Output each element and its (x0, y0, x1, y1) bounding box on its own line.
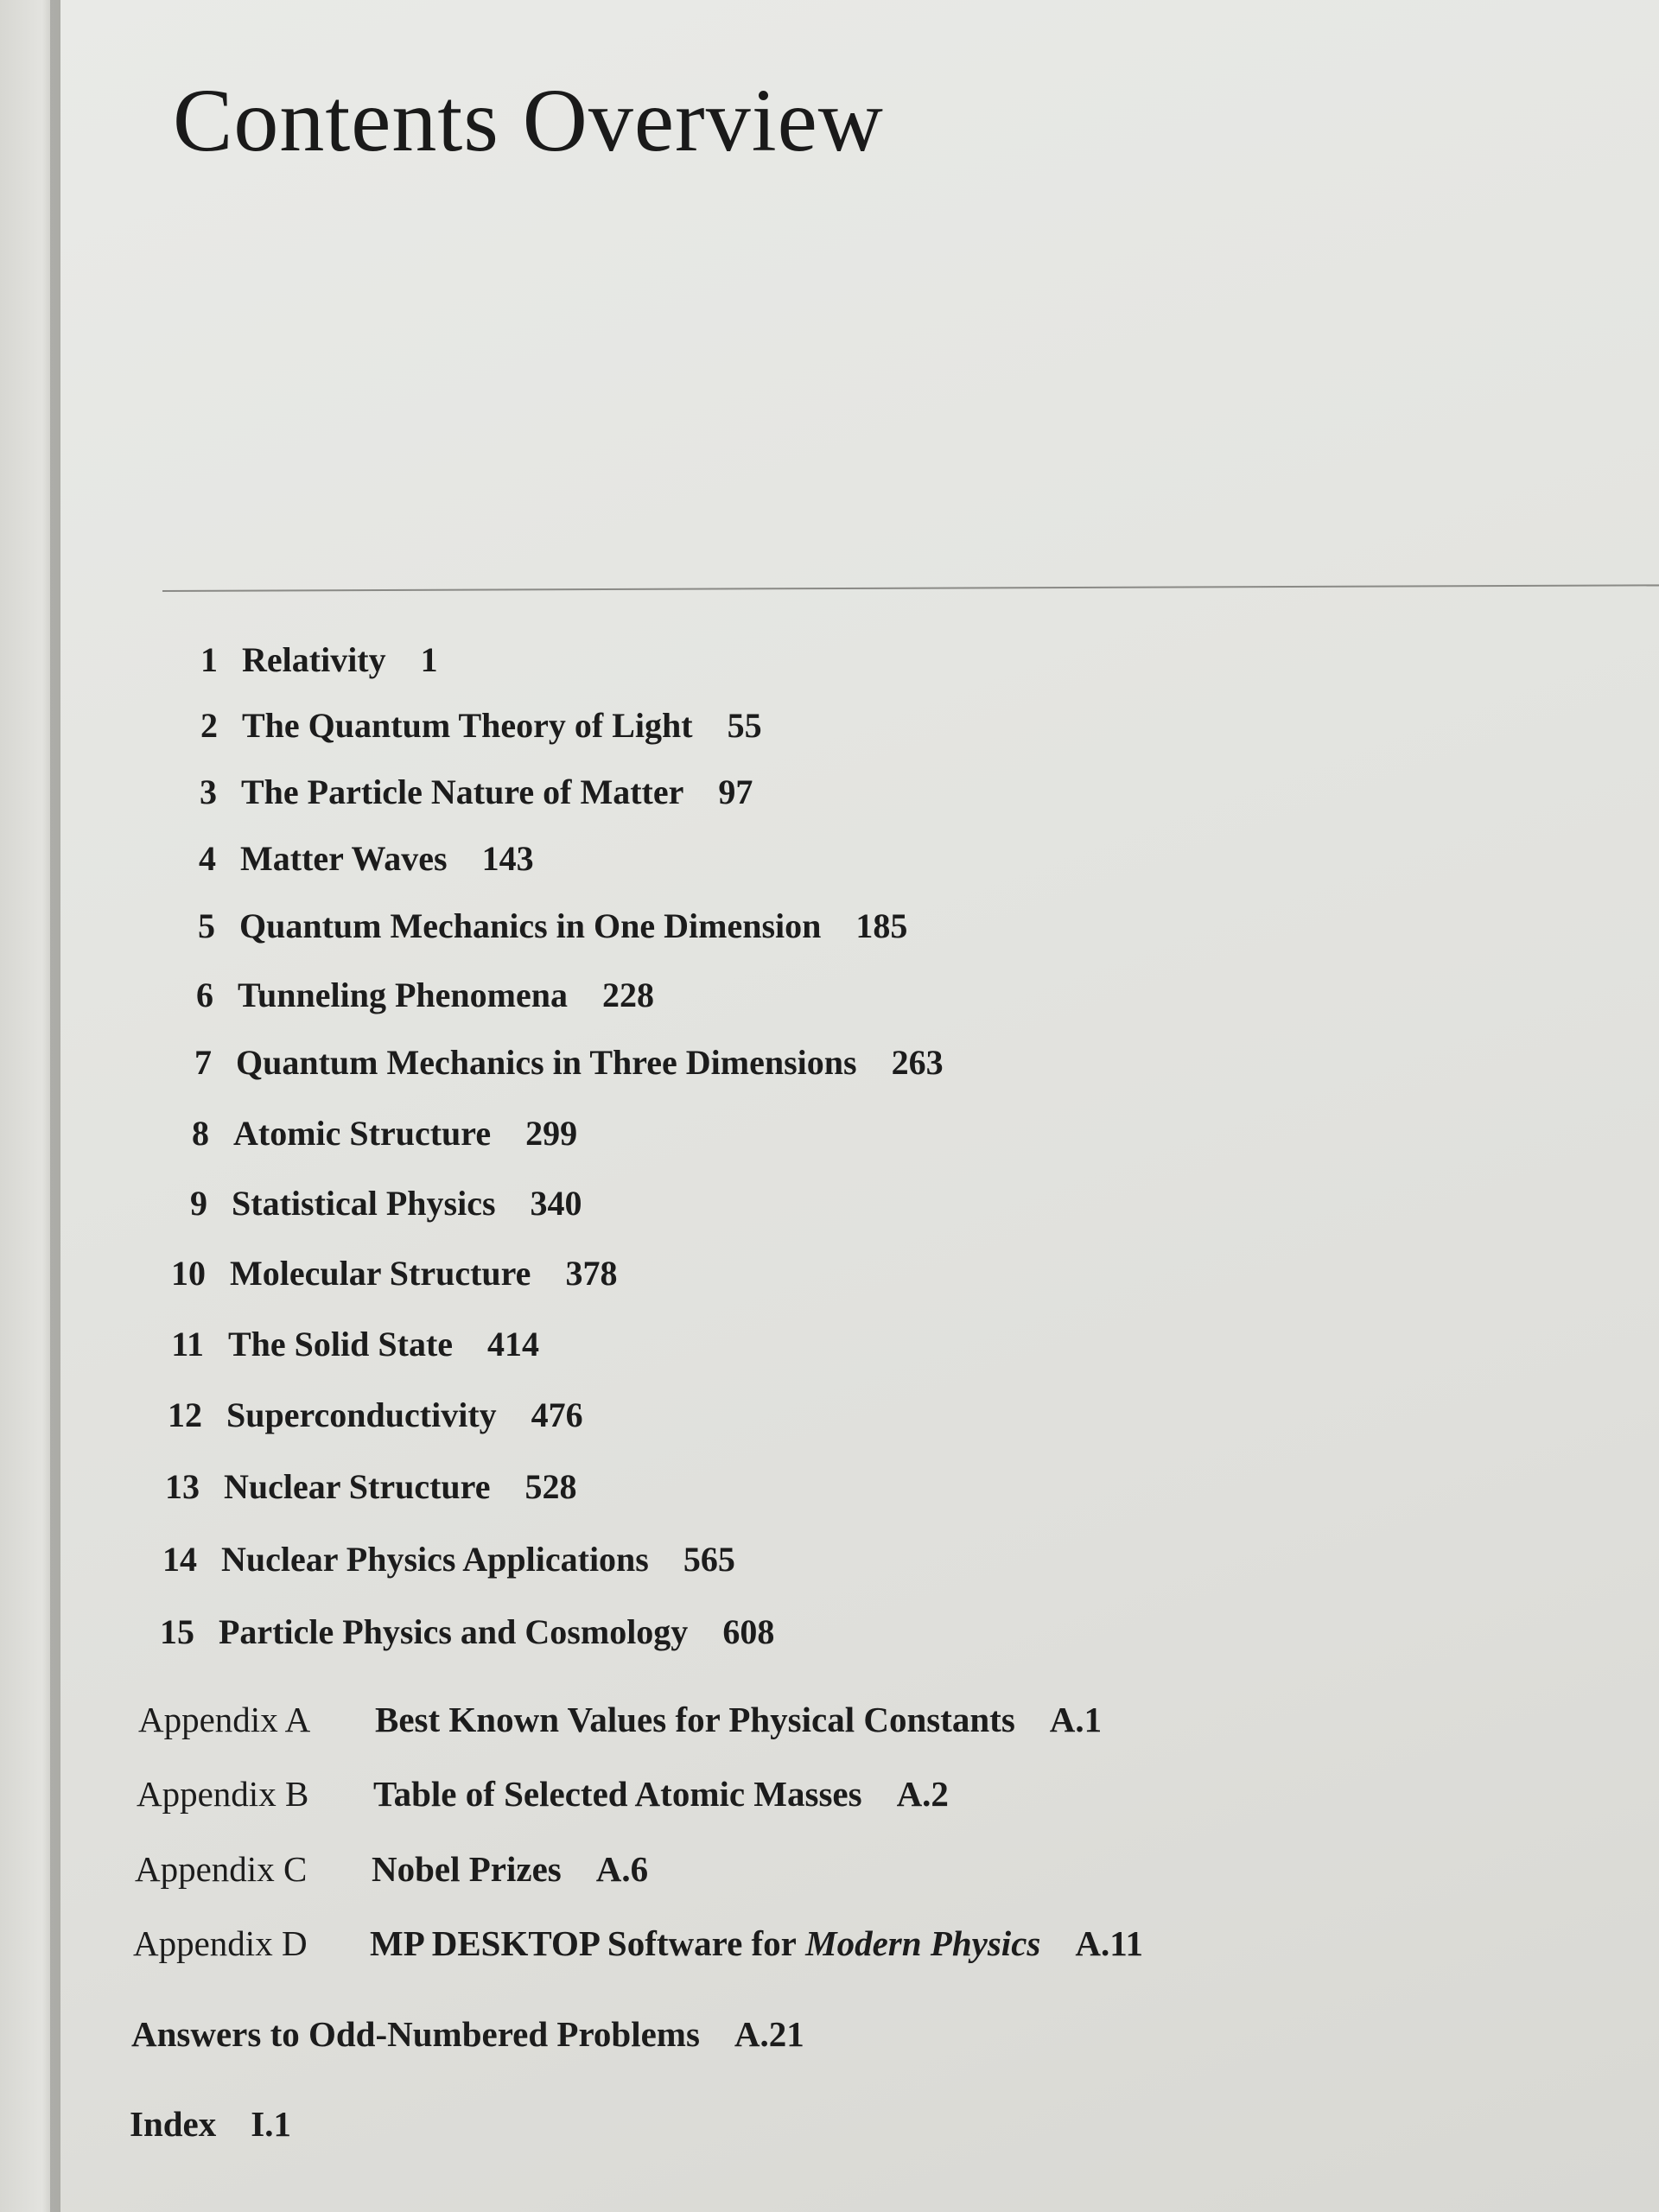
index-page: I.1 (251, 2104, 291, 2144)
chapter-title: Tunneling Phenomena (238, 976, 568, 1014)
chapter-number: 14 (162, 1540, 197, 1579)
chapter-page: 1 (420, 640, 438, 679)
appendix-page: A.2 (896, 1774, 949, 1814)
toc-answers[interactable] (131, 2013, 804, 2055)
toc-chapter[interactable] (150, 1539, 735, 1580)
chapter-page: 565 (683, 1540, 735, 1579)
chapter-number: 5 (198, 906, 215, 945)
chapter-title: Molecular Structure (230, 1254, 531, 1293)
chapter-page: 228 (601, 976, 654, 1014)
chapter-number: 4 (199, 839, 216, 878)
appendix-label: Appendix B (137, 1774, 309, 1814)
chapter-number: 1 (200, 640, 218, 679)
toc-chapter[interactable] (165, 1042, 944, 1083)
toc-chapter[interactable] (156, 1395, 583, 1435)
toc-chapter[interactable] (170, 772, 753, 812)
toc-appendix[interactable] (133, 1923, 1143, 1964)
answers-page: A.21 (734, 2014, 804, 2054)
chapter-page: 97 (718, 772, 753, 811)
toc-chapter[interactable] (148, 1611, 774, 1652)
chapter-page: 340 (530, 1184, 582, 1223)
chapter-page: 476 (531, 1395, 583, 1434)
chapter-title: Statistical Physics (232, 1184, 496, 1223)
appendix-title: MP DESKTOP Software for (370, 1923, 797, 1963)
chapter-title: The Particle Nature of Matter (241, 772, 684, 811)
chapter-number: 8 (192, 1114, 209, 1153)
answers-title: Answers to Odd-Numbered Problems (131, 2014, 700, 2054)
chapter-title: Particle Physics and Cosmology (219, 1612, 689, 1651)
toc-chapter[interactable] (167, 975, 654, 1015)
toc-chapter[interactable] (168, 906, 907, 946)
toc-appendix[interactable] (137, 1773, 949, 1815)
appendix-page: A.1 (1049, 1700, 1103, 1739)
chapter-number: 13 (165, 1467, 200, 1506)
chapter-page: 378 (565, 1254, 618, 1293)
chapter-title: Matter Waves (240, 839, 448, 878)
chapter-page: 143 (481, 839, 534, 878)
toc-chapter[interactable] (153, 1466, 576, 1507)
chapter-number: 11 (171, 1325, 204, 1363)
chapter-number: 2 (200, 706, 218, 745)
chapter-title: The Quantum Theory of Light (242, 706, 693, 745)
toc-chapter[interactable] (161, 1183, 582, 1224)
chapter-page: 608 (722, 1612, 775, 1651)
appendix-title: Nobel Prizes (372, 1849, 562, 1889)
toc-chapter[interactable] (157, 1324, 539, 1364)
chapter-page: 414 (487, 1325, 540, 1363)
chapter-title: The Solid State (228, 1325, 454, 1363)
appendix-title-italic: Modern Physics (805, 1923, 1041, 1963)
chapter-number: 12 (168, 1395, 202, 1434)
chapter-number: 10 (171, 1254, 206, 1293)
page-title: Contents Overview (173, 71, 884, 170)
chapter-number: 6 (196, 976, 213, 1014)
toc-chapter[interactable] (169, 838, 534, 879)
chapter-title: Nuclear Physics Applications (221, 1540, 649, 1579)
chapter-number: 15 (160, 1612, 194, 1651)
appendix-label: Appendix D (133, 1923, 308, 1963)
chapter-title: Quantum Mechanics in Three Dimensions (236, 1043, 857, 1082)
appendix-label: Appendix A (138, 1700, 311, 1739)
chapter-title: Superconductivity (226, 1395, 497, 1434)
toc-chapter[interactable] (171, 705, 762, 746)
chapter-title: Nuclear Structure (224, 1467, 491, 1506)
index-title: Index (130, 2104, 217, 2144)
toc-appendix[interactable] (138, 1699, 1102, 1740)
chapter-number: 3 (200, 772, 217, 811)
toc-chapter[interactable] (159, 1253, 617, 1294)
table-of-contents (60, 0, 1659, 2212)
chapter-page: 55 (727, 706, 762, 745)
chapter-title: Quantum Mechanics in One Dimension (239, 906, 822, 945)
appendix-label: Appendix C (135, 1849, 308, 1889)
toc-chapter[interactable] (162, 1113, 577, 1154)
chapter-number: 9 (190, 1184, 207, 1223)
chapter-page: 263 (891, 1043, 944, 1082)
appendix-page: A.6 (595, 1849, 649, 1889)
chapter-title: Relativity (242, 640, 386, 679)
contents-page (60, 0, 1659, 2212)
chapter-number: 7 (194, 1043, 212, 1082)
appendix-title: Table of Selected Atomic Masses (373, 1774, 862, 1814)
chapter-page: 528 (524, 1467, 577, 1506)
chapter-title: Atomic Structure (233, 1114, 492, 1153)
toc-appendix[interactable] (135, 1848, 648, 1890)
toc-chapter[interactable] (171, 639, 438, 680)
chapter-page: 185 (855, 906, 908, 945)
toc-index[interactable] (130, 2103, 291, 2145)
appendix-title: Best Known Values for Physical Constants (375, 1700, 1015, 1739)
chapter-page: 299 (525, 1114, 578, 1153)
appendix-page: A.11 (1075, 1923, 1143, 1963)
